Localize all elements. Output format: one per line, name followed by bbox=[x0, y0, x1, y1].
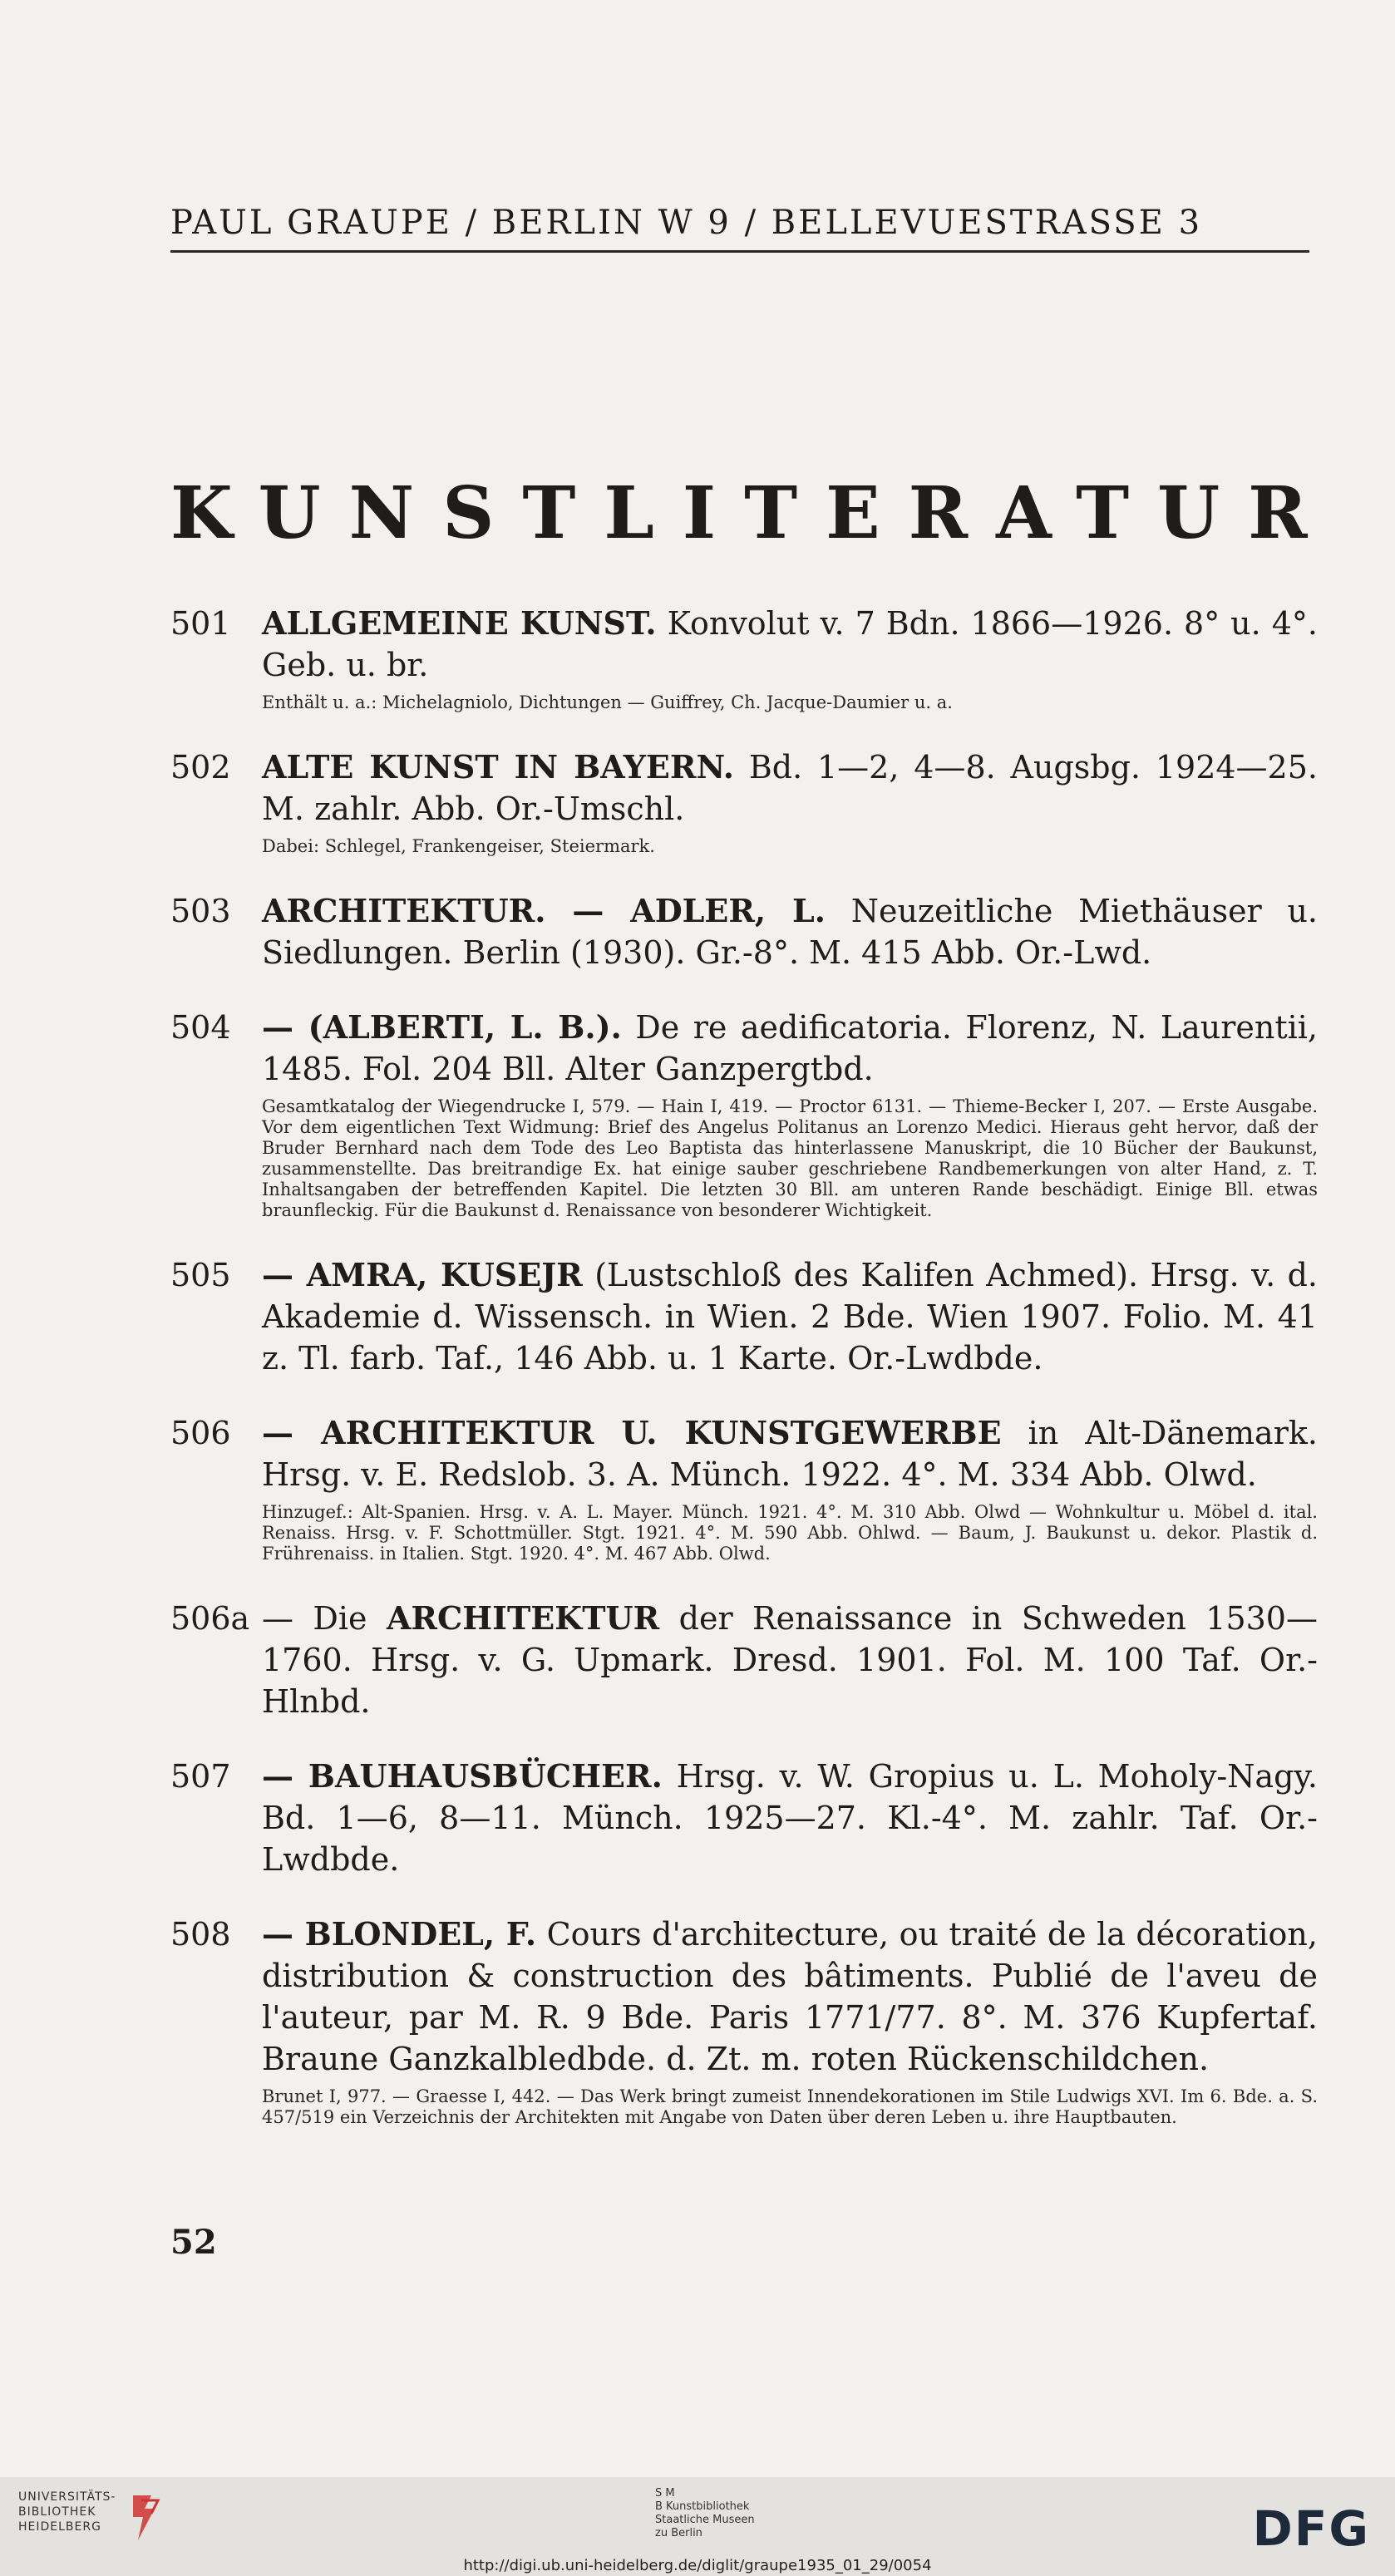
entry-note: Hinzugef.: Alt-Spanien. Hrsg. v. A. L. Mayer. Münch. 1921. 4°. M. 310 Abb. Olwd — Wohnkultur u. Möbel d. ital. Renaiss. Hrsg. v. F. Schottmüller. Stgt. 1921. 4°. M. 590 Abb. Ohlwd. — Baum, J. Baukunst u. dekor. Plastik d. Frührenaiss. in Italien. Stgt. 1920. 4°. M. 467 Abb. Olwd. bbox=[262, 1502, 1318, 1564]
entry-heading: ALLGEMEINE KUNST. bbox=[262, 604, 657, 642]
entry-note: Gesamtkatalog der Wiegendrucke I, 579. — Hain I, 419. — Proctor 6131. — Thieme-Becker I, 207. — Erste Ausgabe. Vor dem eigentlichen Text Widmung: Brief des Angelus Politanus an Lorenzo Medici. Hieraus geht hervor, daß der Bruder Bernhard nach dem Tode des Leo Baptista das hinterlassene Manuskript, die 10 Bücher der Baukunst, zusammenstellte. Das breitrandige Ex. hat einige sauber geschriebene Randbemerkungen von alter Hand, z. T. Inhaltsangaben der betreffenden Kapitel. Die letzten 30 Bll. am unteren Rande beschädigt. Einige Bll. etwas braunfleckig. Für die Baukunst d. Renaissance von besonderer Wichtigkeit. bbox=[262, 1096, 1318, 1220]
entry-heading: — BLONDEL, F. bbox=[262, 1915, 537, 1953]
catalog-entries bbox=[170, 603, 1318, 2161]
entry-number: 507 bbox=[170, 1758, 231, 1795]
entry-text: Konvolut v. 7 Bdn. 1866—1926. 8° u. 4°. Geb. u. br. bbox=[262, 605, 1318, 683]
entry-text: Neuzeitliche Miethäuser u. Siedlungen. Berlin (1930). Gr.-8°. M. 415 Abb. Or.-Lwd. bbox=[262, 893, 1318, 971]
catalog-entry bbox=[170, 1914, 1318, 2128]
entry-note: Dabei: Schlegel, Frankengeiser, Steiermark. bbox=[262, 836, 655, 856]
catalog-entry bbox=[170, 1598, 1318, 1722]
entry-heading: ALTE KUNST IN BAYERN. bbox=[262, 748, 734, 786]
catalog-entry bbox=[170, 890, 1318, 973]
page-header: PAUL GRAUPE / BERLIN W 9 / BELLEVUESTRASSE 3 bbox=[170, 204, 1309, 253]
library-mark-icon bbox=[126, 2492, 165, 2544]
section-title: KUNSTLITERATUR bbox=[170, 471, 1336, 555]
entry-text: in Alt-Dänemark. Hrsg. v. E. Redslob. 3. A. Münch. 1922. 4°. M. 334 Abb. Olwd. bbox=[262, 1415, 1318, 1493]
entry-text: Cours d'architecture, ou traité de la décoration, distribution & construction des bâtiments. Publié de l'aveu de l'auteur, par M. R. 9 Bde. Paris 1771/77. 8°. M. 376 Kupfertaf. Braune Ganzkalbledbde. d. Zt. m. roten Rückenschildchen. bbox=[262, 1916, 1318, 2077]
entry-text: (Lustschloß des Kalifen Achmed). Hrsg. v. d. Akademie d. Wissensch. in Wien. 2 Bde. Wien 1907. Folio. M. 41 z. Tl. farb. Taf., 146 Abb. u. 1 Karte. Or.-Lwdbde. bbox=[262, 1257, 1318, 1377]
entry-note: Enthält u. a.: Michelagniolo, Dichtungen — Guiffrey, Ch. Jacque-Daumier u. a. bbox=[262, 692, 953, 712]
permalink-url[interactable]: http://digi.ub.uni-heidelberg.de/diglit/graupe1935_01_29/0054 bbox=[463, 2557, 932, 2574]
entry-heading: ARCHITEKTUR. — ADLER, L. bbox=[262, 892, 826, 929]
viewer-footer bbox=[0, 2477, 1395, 2576]
entry-heading: — AMRA, KUSEJR bbox=[262, 1256, 583, 1293]
entry-text: De re aedificatoria. Florenz, N. Laurentii, 1485. Fol. 204 Bll. Alter Ganzpergtbd. bbox=[262, 1009, 1318, 1087]
entry-heading: — ARCHITEKTUR U. KUNSTGEWERBE bbox=[262, 1414, 1002, 1451]
catalog-entry bbox=[170, 1254, 1318, 1379]
entry-text: Hrsg. v. W. Gropius u. L. Moholy-Nagy. Bd. 1—6, 8—11. Münch. 1925—27. Kl.-4°. M. zahlr. Taf. Or.-Lwdbde. bbox=[262, 1758, 1318, 1878]
catalog-entry bbox=[170, 1756, 1318, 1880]
entry-heading: — BAUHAUSBÜCHER. bbox=[262, 1757, 663, 1795]
entry-heading: ARCHITEKTUR bbox=[386, 1599, 660, 1637]
entry-text: der Renaissance in Schweden 1530—1760. Hrsg. v. G. Upmark. Dresd. 1901. Fol. M. 100 Taf. Or.-Hlnbd. bbox=[262, 1600, 1318, 1720]
entry-number: 501 bbox=[170, 605, 231, 642]
catalog-entry bbox=[170, 1007, 1318, 1221]
entry-number: 506 bbox=[170, 1415, 231, 1451]
entry-prefix: — Die bbox=[262, 1600, 367, 1637]
entry-text: Bd. 1—2, 4—8. Augsbg. 1924—25. M. zahlr. Abb. Or.-Umschl. bbox=[262, 749, 1318, 827]
entry-note: Brunet I, 977. — Graesse I, 442. — Das Werk bringt zumeist Innendekorationen im Stile Ludwigs XVI. Im 6. Bde. a. S. 457/519 ein Verzeichnis der Architekten mit Angabe von Daten über deren Leben u. ihre Hauptbauten. bbox=[262, 2086, 1318, 2127]
university-library-logo[interactable]: UNIVERSITÄTS- BIBLIOTHEK HEIDELBERG bbox=[18, 2490, 116, 2534]
entry-number: 502 bbox=[170, 749, 231, 786]
entry-number: 504 bbox=[170, 1009, 231, 1046]
catalog-entry bbox=[170, 603, 1318, 713]
entry-number: 508 bbox=[170, 1916, 231, 1953]
entry-heading: — (ALBERTI, L. B.). bbox=[262, 1008, 622, 1046]
catalog-entry bbox=[170, 746, 1318, 857]
dfg-logo[interactable]: DFG bbox=[1252, 2500, 1370, 2557]
page-number: 52 bbox=[170, 2223, 217, 2262]
catalog-entry bbox=[170, 1412, 1318, 1564]
entry-number: 503 bbox=[170, 893, 231, 929]
kunstbibliothek-logo[interactable]: S M B Kunstbibliothek Staatliche Museen zu Berlin bbox=[655, 2487, 755, 2539]
entry-number: 506a bbox=[170, 1600, 250, 1637]
entry-number: 505 bbox=[170, 1257, 231, 1293]
